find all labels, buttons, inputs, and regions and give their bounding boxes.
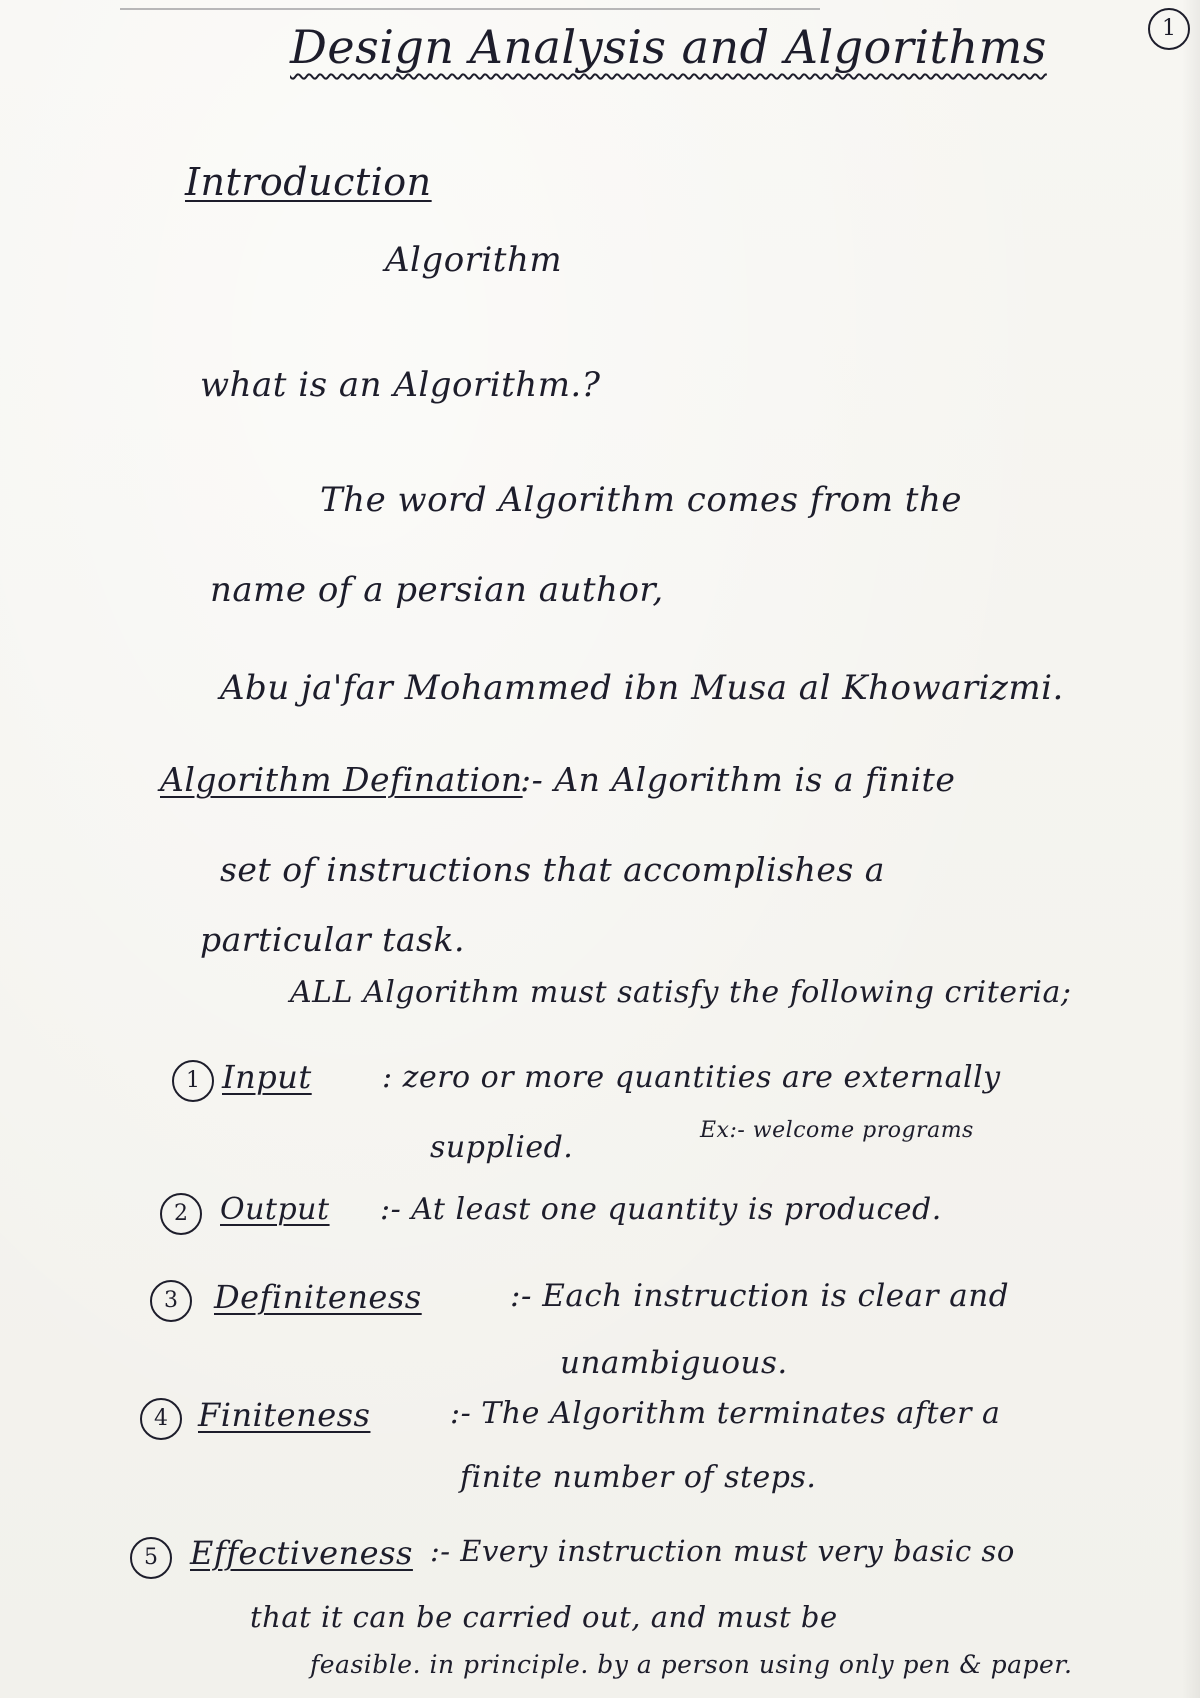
criterion-number: 5	[130, 1537, 172, 1579]
section-heading: Introduction	[185, 160, 432, 204]
criterion-text-definiteness: :- Each instruction is clear and	[510, 1278, 1010, 1314]
criterion-label-effectiveness: Effectiveness	[190, 1534, 413, 1572]
criterion-continuation-input: supplied.	[430, 1130, 574, 1165]
page-title: Design Analysis and Algorithms	[290, 20, 1047, 74]
page-number: 1	[1148, 8, 1190, 50]
criterion-continuation-effectiveness-2: feasible. in principle. by a person using only pen & paper.	[310, 1650, 1073, 1679]
origin-line-2: name of a persian author,	[210, 570, 664, 610]
criterion-number: 1	[172, 1060, 214, 1102]
definition-text-1: :- An Algorithm is a finite	[520, 760, 956, 799]
origin-line-1: The word Algorithm comes from the	[320, 480, 962, 520]
criterion-continuation-finiteness: finite number of steps.	[460, 1460, 817, 1495]
criterion-label-finiteness: Finiteness	[198, 1396, 371, 1434]
criterion-number: 4	[140, 1398, 182, 1440]
criterion-continuation-effectiveness: that it can be carried out, and must be	[250, 1600, 838, 1634]
topic-heading: Algorithm	[385, 240, 563, 280]
criterion-text-input: : zero or more quantities are externally	[382, 1060, 1001, 1095]
definition-label: Algorithm Defination	[160, 760, 523, 799]
question-line: what is an Algorithm.?	[200, 365, 601, 405]
criterion-continuation-definiteness: unambiguous.	[560, 1345, 788, 1381]
criterion-number: 3	[150, 1280, 192, 1322]
criterion-text-finiteness: :- The Algorithm terminates after a	[450, 1396, 1001, 1431]
criterion-label-definiteness: Definiteness	[214, 1278, 422, 1316]
criterion-text-output: :- At least one quantity is produced.	[380, 1192, 942, 1227]
criterion-label-output: Output	[220, 1192, 330, 1227]
criterion-label-input: Input	[222, 1058, 312, 1096]
criteria-intro: ALL Algorithm must satisfy the following criteria;	[290, 975, 1072, 1010]
criterion-example-input: Ex:- welcome programs	[700, 1118, 974, 1143]
criterion-number: 2	[160, 1193, 202, 1235]
criterion-text-effectiveness: :- Every instruction must very basic so	[430, 1534, 1015, 1568]
page-edge-shadow	[1182, 0, 1200, 1698]
origin-line-3: Abu ja'far Mohammed ibn Musa al Khowarizmi.	[220, 668, 1064, 708]
definition-text-2: set of instructions that accomplishes a	[220, 850, 885, 889]
page-top-edge	[120, 8, 820, 10]
definition-text-3: particular task.	[200, 920, 465, 959]
